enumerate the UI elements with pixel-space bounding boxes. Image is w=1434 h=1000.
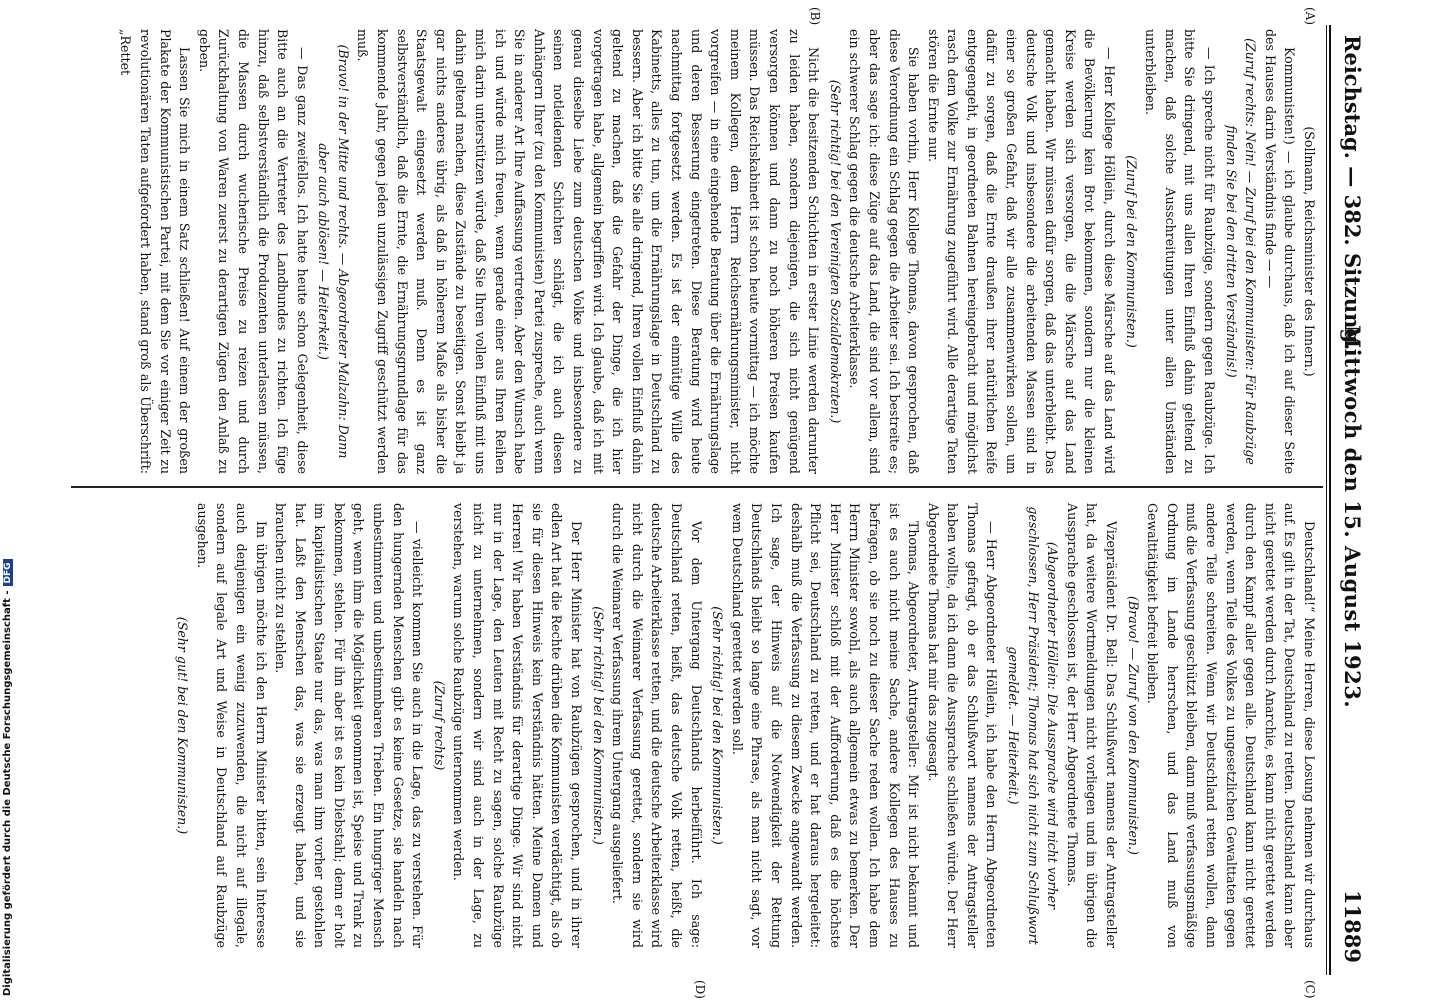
interjection: (Bravo! in der Mitte und rechts. — Abgeordneter Malzahn: Dann aber auch ablösen! — Heiterkeit.) (316, 44, 351, 459)
margin-letter-a: (A) (1303, 7, 1317, 26)
speaker-line: (Sollmann, Reichsminister des Innern.) (1302, 126, 1317, 377)
digitization-credit (2, 6, 16, 996)
interjection: (Bravo! — Zuruf von den Kommunisten.) (1125, 596, 1141, 855)
credit-text: Digitalisierung gefördert durch die Deutsche Forschungsgemeinschaft - (2, 590, 13, 996)
paragraph: — Ich spreche nicht für Raubzüge, sondern gegen Raubzüge. Ich bitte Sie dringend, mit uns allen Ihren Einfluß dahin geltend zu machen, daß solche Ausschreitungen unter allen Umständen unterbleiben. (1143, 29, 1218, 474)
interjection: (Zuruf rechts: Nein! — Zuruf bei den Kommunisten: Für Raubzüge finden Sie bei den dritten Verständnis!) (1223, 38, 1259, 465)
paragraph: Vor dem Untergang Deutschlands herbeiführt. Ich sage: Deutschland retten, heißt, das deutsche Volk retten, heißt, die deutsche Arbeiterklasse retten, und die deutsche Arbeiterklasse wird nicht durch die Weimarer Verfassung gerettet, sondern sie wird durch die Weimarer Verfassung ihrem Untergang ausgeliefert. (610, 503, 704, 948)
paragraph: Im übrigen möchte ich den Herrn Minister bitten, sein Interesse auch denjenigen ein wenig zuzuwenden, die nicht auf illegale, sondern auf legale Art und Weise in Deutschland auf Raubzüge ausgehen. (194, 503, 269, 948)
paragraph: Thomas, Abgeordneter, Antragsteller: Mir ist nicht bekannt und ist es auch nicht meine Sache, andere Kollegen des Hauses zu befragen, ob sie noch zu dieser Sache reden wollen. Ich habe dem Herrn Minister sowohl, als auch allgemein etwas zu bemerken. Der Herr Minister schloß mit der Aufforderung, daß es die höchste Pflicht sei, Deutschland zu retten, und er hat daraus hergeleitet: deshalb muß die Verfassung zu diesem Zwecke angewandt werden. Ich sage, der Hinweis auf die Notwendigkeit der Rettung Deutschlands bleibt so lange eine Phrase, als man nicht sagt, vor wem Deutschland gerettet werden soll. (729, 503, 922, 948)
paragraph: — Das ganz zweifellos. Ich hatte heute schon Gelegenheit, diese Bitte auch an die Vertreter des Landbundes zu richten. Ich füge hinzu, daß selbstverständlich die Produzenten unterlassen müssen, die Massen durch wucherische Preise zu reizen und durch Zurückhaltung von Waren zuerst zu derartigen Zügen den Anlaß zu geben. (196, 29, 310, 474)
header-page-number: 11889 (1340, 889, 1365, 963)
dfg-logo-icon: DFG (3, 559, 13, 586)
page-header (1333, 25, 1367, 975)
margin-letter-b: (B) (808, 7, 822, 26)
paragraph: Kommunisten!) — ich glaube durchaus, daß ich auf dieser Seite des Hauses darin Verständnis finde — — (1262, 29, 1298, 474)
paragraph: — Herr Kollege Höllein, durch diese Märsche auf das Land wird die Bevölkerung kein Brot bekommen, sondern nur die kleinen Kreise werden sich versorgen, die die Märsche auf das Land gemacht haben. Wir müssen dafür sorgen, daß das unterbleibt. Das deutsche Volk und insbesondere die arbeitenden Massen sind in einer so großen Gefahr, daß wir alle zusammenwirken sollen, um dafür zu sorgen, daß die Ernte draußen ihrer natürlichen Reife entgegengeht, in geordneten Bahnen hereingebracht und möglichst rasch dem Volke zur Ernährung zugeführt wird. Alle derartige Taten stören die Ernte nur. (925, 29, 1118, 474)
header-date: Mittwoch den 15. August 1923. (1340, 325, 1365, 709)
interjection: (Zuruf rechts) (431, 680, 447, 771)
header-rule-thin (1326, 25, 1327, 975)
text-column-right (74, 503, 1319, 948)
paragraph: Der Herr Minister hat von Raubzügen gesprochen, und in ihrer edlen Art hat die Rechte drüben die Kommunisten verdächtigt, als ob sie für diesen Hinweis kein Verständnis hätten. Meine Damen und Herren! Wir haben Verständnis für derartige Dinge. Wir sind nicht nur in der Lage, den Leuten mit Recht zu sagen, solche Raubzüge nicht zu unternehmen, sondern wir sind auch in der Lage, zu verstehen, warum solche Raubzüge unternommen werden. (451, 503, 585, 948)
header-session: Reichstag. — 382. Sitzung. (1340, 35, 1365, 351)
paragraph: Lassen Sie mich in einem Satz schließen! Auf einem der großen Plakate der Kommunistischen Partei, mit dem Sie vor einiger Zeit zu revolutionären Taten aufgefordert haben, stand groß als Überschrift: „Rettet (118, 29, 193, 474)
margin-letter-d: (D) (693, 980, 707, 999)
column-divider (71, 486, 1323, 488)
paragraph: Deutschland!“ Meine Herren, diese Losung nehmen wir durchaus auf. Es gilt in der Tat, Deutschland zu retten. Deutschland kann aber nicht gerettet werden durch Anarchie, es kann nicht gerettet werden durch den Kampf aller gegen alle. Deutschland kann nicht gerettet werden, wenn Teile des Volkes zu ungesetzlichen Gewalttaten gegen andere Teile schreiten. Wenn wir Deutschland retten wollen, dann muß die Verfassung geschützt bleiben, dann muß verfassungsmäßige Ordnung im Lande herrschen, und das Land muß von Gewalttätigkeit befreit bleiben. (1145, 503, 1317, 948)
margin-letter-c: (C) (1303, 980, 1317, 999)
paragraph: — Herr Abgeordneter Höllein, ich habe den Herrn Abgeordneten Thomas gefragt, ob er das Schlußwort namens der Antragsteller haben wollte, da ich dann die Aussprache schließen würde. Der Herr Abgeordnete Thomas hat mir das zugesagt. (925, 503, 1000, 948)
text-column-left (74, 29, 1319, 474)
interjection: (Sehr richtig! bei den Kommunisten.) (590, 606, 606, 845)
interjection: (Sehr gut! bei den Kommunisten.) (175, 616, 191, 835)
paragraph: Vizepräsident Dr. Bell: Das Schlußwort namens der Antragsteller hat, da weitere Wortmeldungen nicht vorliegen und im übrigen die Aussprache geschlossen ist, der Herr Abgeordnete Thomas. (1064, 503, 1120, 948)
interjection: (Sehr richtig! bei den Vereinigten Sozialdemokraten.) (827, 79, 843, 424)
paragraph: Nicht die besitzenden Schichten in erster Linie werden darunter zu leiden haben, sondern diejenigen, die sich nicht genügend versorgen können und dann zu noch höheren Preisen kaufen müssen. Das Reichskabinett ist schon heute vormittag — ich möchte meinem Kollegen, dem Herrn Reichsernährungsminister, nicht vorgreifen — in eine eingehende Beratung über die Ernährungslage und deren Besserung eingetreten. Diese Beratung wird heute nachmittag fortgesetzt werden. Es ist der einmütige Wille des Kabinetts, alles zu tun, um die Ernährungslage in Deutschland zu bessern. Aber ich bitte Sie alle dringend, Ihren vollen Einfluß dahin geltend zu machen, daß die Gefahr der Dinge, die ich hier vorgetragen habe, allgemein begriffen wird. Ich glaube, daß ich mit genau dieselbe Liebe zum deutschen Volke und insbesondere zu seinen notleidenden Schichten schlägt, die ich auch diesen Anhängern Ihrer (zu den Kommunisten) Partei zuspreche, auch wenn Sie in anderer Art Ihre Auffassung vertreten. Aber den Wunsch habe ich und würde mich freuen, wenn gerade einer aus Ihren Reihen mich darin unterstützen würde, daß Sie Ihren vollen Einfluß mit uns dahin geltend machen, diese Zustände zu beseitigen. Sonst bleibt ja gar nichts anderes übrig, als daß in höherem Maße als bisher die Staatsgewalt eingesetzt werden muß. Denn es ist ganz selbstverständlich, daß die Ernte, die Ernährungsgrundlage für das kommende Jahr, gegen jeden unzulässigen Zugriff geschützt werden muß. (355, 29, 822, 474)
paragraph: Sie haben vorhin, Herr Kollege Thomas, davon gesprochen, daß diese Verordnung ein Schlag gegen die Arbeiter sei. Ich bestreite es; aber das sage ich: diese Züge auf das Land, die sind vor allem, sind ein schwerer Schlag gegen die deutsche Arbeiterklasse. (847, 29, 922, 474)
header-rule (1329, 25, 1331, 975)
interjection: (Sehr richtig! bei den Kommunisten.) (710, 606, 726, 845)
interjection: (Zuruf bei den Kommunisten.) (1123, 155, 1139, 348)
interjection: (Abgeordneter Höllein: Die Aussprache wird nicht vorher geschlossen, Herr Präsident; Thomas hat sich nicht zum Schlußwort gemeldet. — Heiterkeit.) (1006, 506, 1061, 945)
newspaper-page (67, 7, 1367, 999)
paragraph: — vielleicht kommen Sie auch in die Lage, das zu verstehen. Für den hungernden Menschen gibt es keine Gesetze, sie handeln nach unbestimmten und unbestimmbaren Trieben. Ein hungriger Mensch geht, wenn ihm die Möglichkeit genommen ist, Speise und Trank zu bekommen, stehlen. Für ihn aber ist es kein Diebstahl; denn er holt im kapitalistischen Staate nur das, was man ihm vorher gestohlen hat. Laßt den Menschen das, was sie erzeugt haben, und sie brauchen nicht zu stehlen. (273, 503, 426, 948)
